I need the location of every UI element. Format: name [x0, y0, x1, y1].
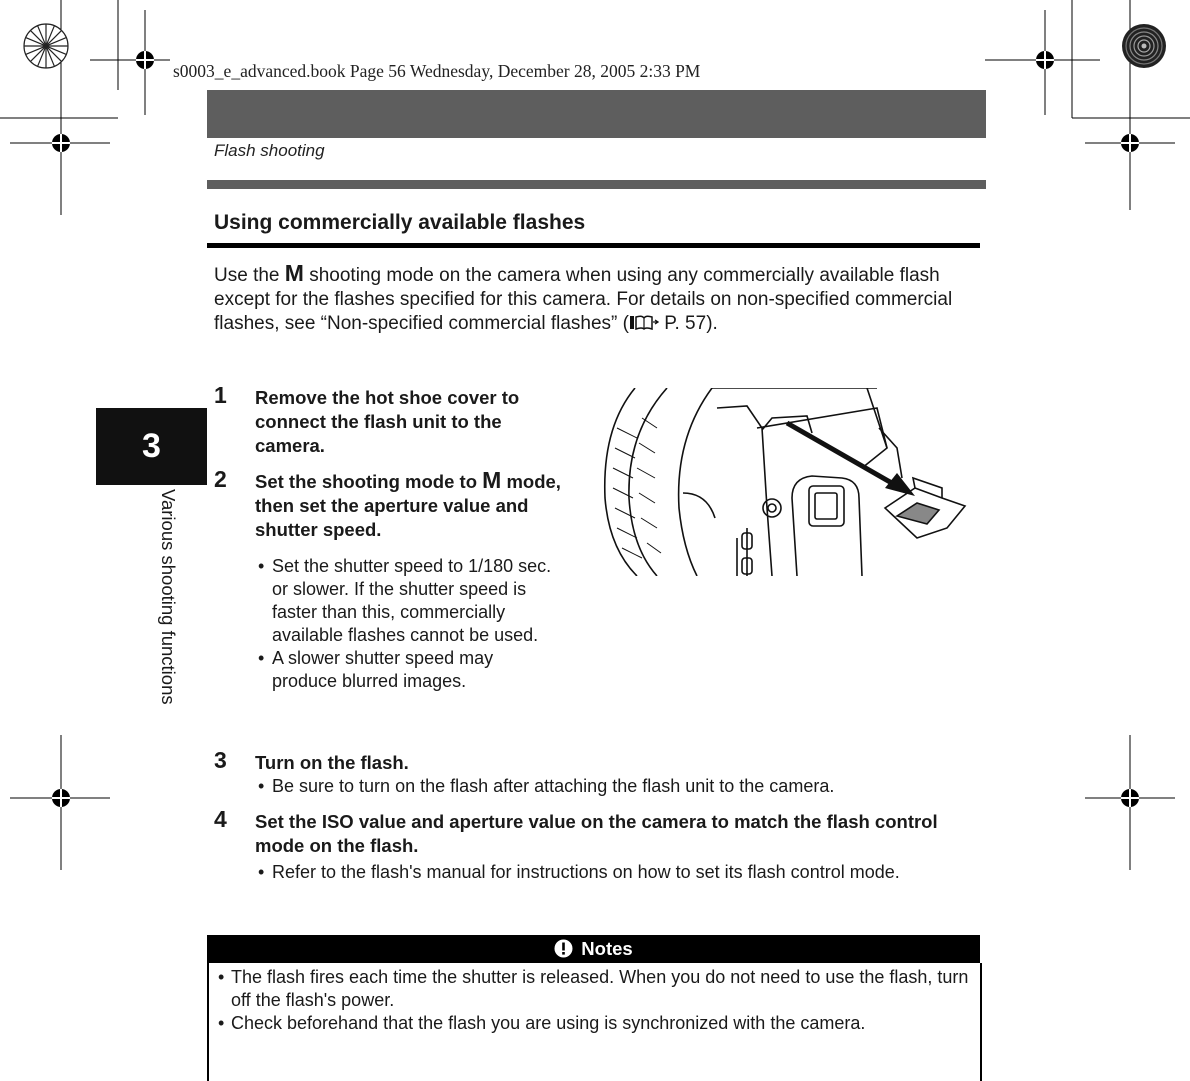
step-number: 4 [214, 806, 227, 832]
chapter-number-tab: 3 [96, 408, 207, 485]
step-number: 1 [214, 382, 227, 408]
notes-title: Notes [581, 938, 633, 959]
header-band [207, 90, 986, 138]
step-4-bullets [258, 861, 938, 884]
notes-header [207, 935, 980, 963]
mode-m-glyph: M [482, 467, 502, 493]
step-2 [214, 466, 574, 545]
camera-hot-shoe-cover-illustration [597, 388, 967, 576]
step-text: Turn on the flash. [255, 752, 409, 773]
section-title: Flash shooting [214, 141, 325, 160]
intro-text-2: shooting mode on the camera when using any commercially available flash except for the flashes specified for this camera. For details on non-specified commercial flashes, see “Non-specified commercial flashes” ( [214, 265, 953, 334]
print-slug-line: s0003_e_advanced.book Page 56 Wednesday, December 28, 2005 2:33 PM [173, 61, 701, 81]
notes-body [207, 963, 982, 1081]
chapter-label: Various shooting functions [158, 489, 179, 705]
bullet-item: • A slower shutter speed may produce blurred images. [258, 647, 558, 693]
section-rule [207, 180, 986, 189]
step-text: Remove the hot shoe cover to connect the flash unit to the camera. [255, 387, 520, 456]
step-4 [214, 806, 954, 862]
step-1 [214, 382, 574, 461]
mode-m-glyph: M [284, 260, 304, 286]
step-number: 2 [214, 466, 227, 492]
step-2-bullets [258, 555, 558, 693]
step-text: Set the ISO value and aperture value on the camera to match the flash control mode on the flash. [255, 811, 938, 856]
book-reference-icon [629, 313, 659, 334]
bullet-item: • Set the shutter speed to 1/180 sec. or slower. If the shutter speed is faster than this, commercially available flashes cannot be used. [258, 555, 558, 647]
intro-text-3: P. 57). [659, 313, 718, 334]
exclamation-icon [554, 938, 573, 960]
note-item: • The flash fires each time the shutter is released. When you do not need to use the flash, turn off the flash's power. [209, 966, 980, 1012]
bullet-item: • Be sure to turn on the flash after attaching the flash unit to the camera. [258, 775, 978, 798]
step-text-part: mode, then set the aperture value and shutter speed. [255, 471, 561, 540]
step-number: 3 [214, 747, 227, 773]
bullet-item: • Refer to the flash's manual for instructions on how to set its flash control mode. [258, 861, 938, 884]
heading-underline [207, 243, 980, 248]
intro-text-1: Use the [214, 265, 285, 286]
step-3-bullets [258, 775, 978, 798]
step-text-part: Set the shooting mode to [255, 471, 483, 492]
note-item: • Check beforehand that the flash you are using is synchronized with the camera. [209, 1012, 980, 1035]
step-text [255, 467, 570, 542]
intro-paragraph [214, 260, 974, 336]
page-heading: Using commercially available flashes [214, 211, 586, 234]
